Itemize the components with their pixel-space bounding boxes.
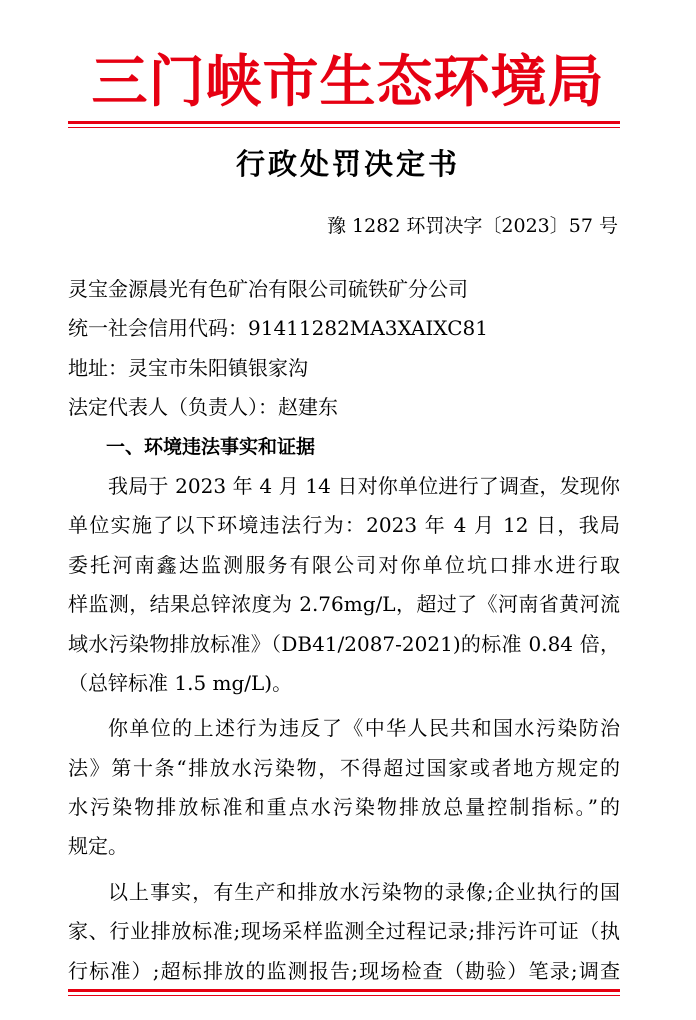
paragraph-line: 法》第十条“排放水污染物，不得超过国家或者地方规定的 <box>68 755 620 780</box>
document-title: 行政处罚决定书 <box>235 147 460 181</box>
document-number: 豫 1282 环罚决字〔2023〕57 号 <box>326 215 618 237</box>
letterhead-top-rule <box>68 121 620 128</box>
document-body <box>68 270 620 991</box>
party-credit-code: 统一社会信用代码：91411282MA3XAIXC81 <box>68 316 488 341</box>
paragraph-line: 我局于 2023 年 4 月 14 日对你单位进行了调查，发现你 <box>108 473 620 498</box>
paragraph-line: 委托河南鑫达监测服务有限公司对你单位坑口排水进行取 <box>68 552 620 577</box>
paragraph-investigation <box>68 467 620 703</box>
paragraph-line: 行标准）;超标排放的监测报告;现场检查（勘验）笔录;调查 <box>68 958 620 983</box>
paragraph-line: 单位实施了以下环境违法行为：2023 年 4 月 12 日，我局 <box>68 513 620 538</box>
party-legal-rep: 法定代表人（负责人）：赵建东 <box>68 395 338 420</box>
paragraph-violation <box>68 709 620 867</box>
paragraph-line: 你单位的上述行为违反了《中华人民共和国水污染防治 <box>108 716 620 741</box>
page-bottom-rule <box>68 989 620 996</box>
paragraph-line: 规定。 <box>68 834 128 859</box>
agency-letterhead: 三门峡市生态环境局 <box>91 49 605 115</box>
party-company: 灵宝金源晨光有色矿冶有限公司硫铁矿分公司 <box>68 277 468 301</box>
paragraph-line: 家、行业排放标准;现场采样监测全过程记录;排污许可证（执 <box>68 919 620 944</box>
paragraph-line: （总锌标准 1.5 mg/L)。 <box>68 670 293 695</box>
paragraph-line: 水污染物排放标准和重点水污染物排放总量控制指标。”的 <box>68 795 620 820</box>
party-address: 地址：灵宝市朱阳镇银家沟 <box>68 355 308 380</box>
section-heading-facts: 一、环境违法事实和证据 <box>106 435 316 458</box>
paragraph-evidence <box>68 873 620 991</box>
paragraph-line: 以上事实，有生产和排放水污染物的录像;企业执行的国 <box>108 879 620 904</box>
paragraph-line: 样监测，结果总锌浓度为 2.76mg/L，超过了《河南省黄河流 <box>68 592 620 617</box>
paragraph-line: 域水污染物排放标准》（DB41/2087-2021)的标准 0.84 倍， <box>68 631 620 656</box>
